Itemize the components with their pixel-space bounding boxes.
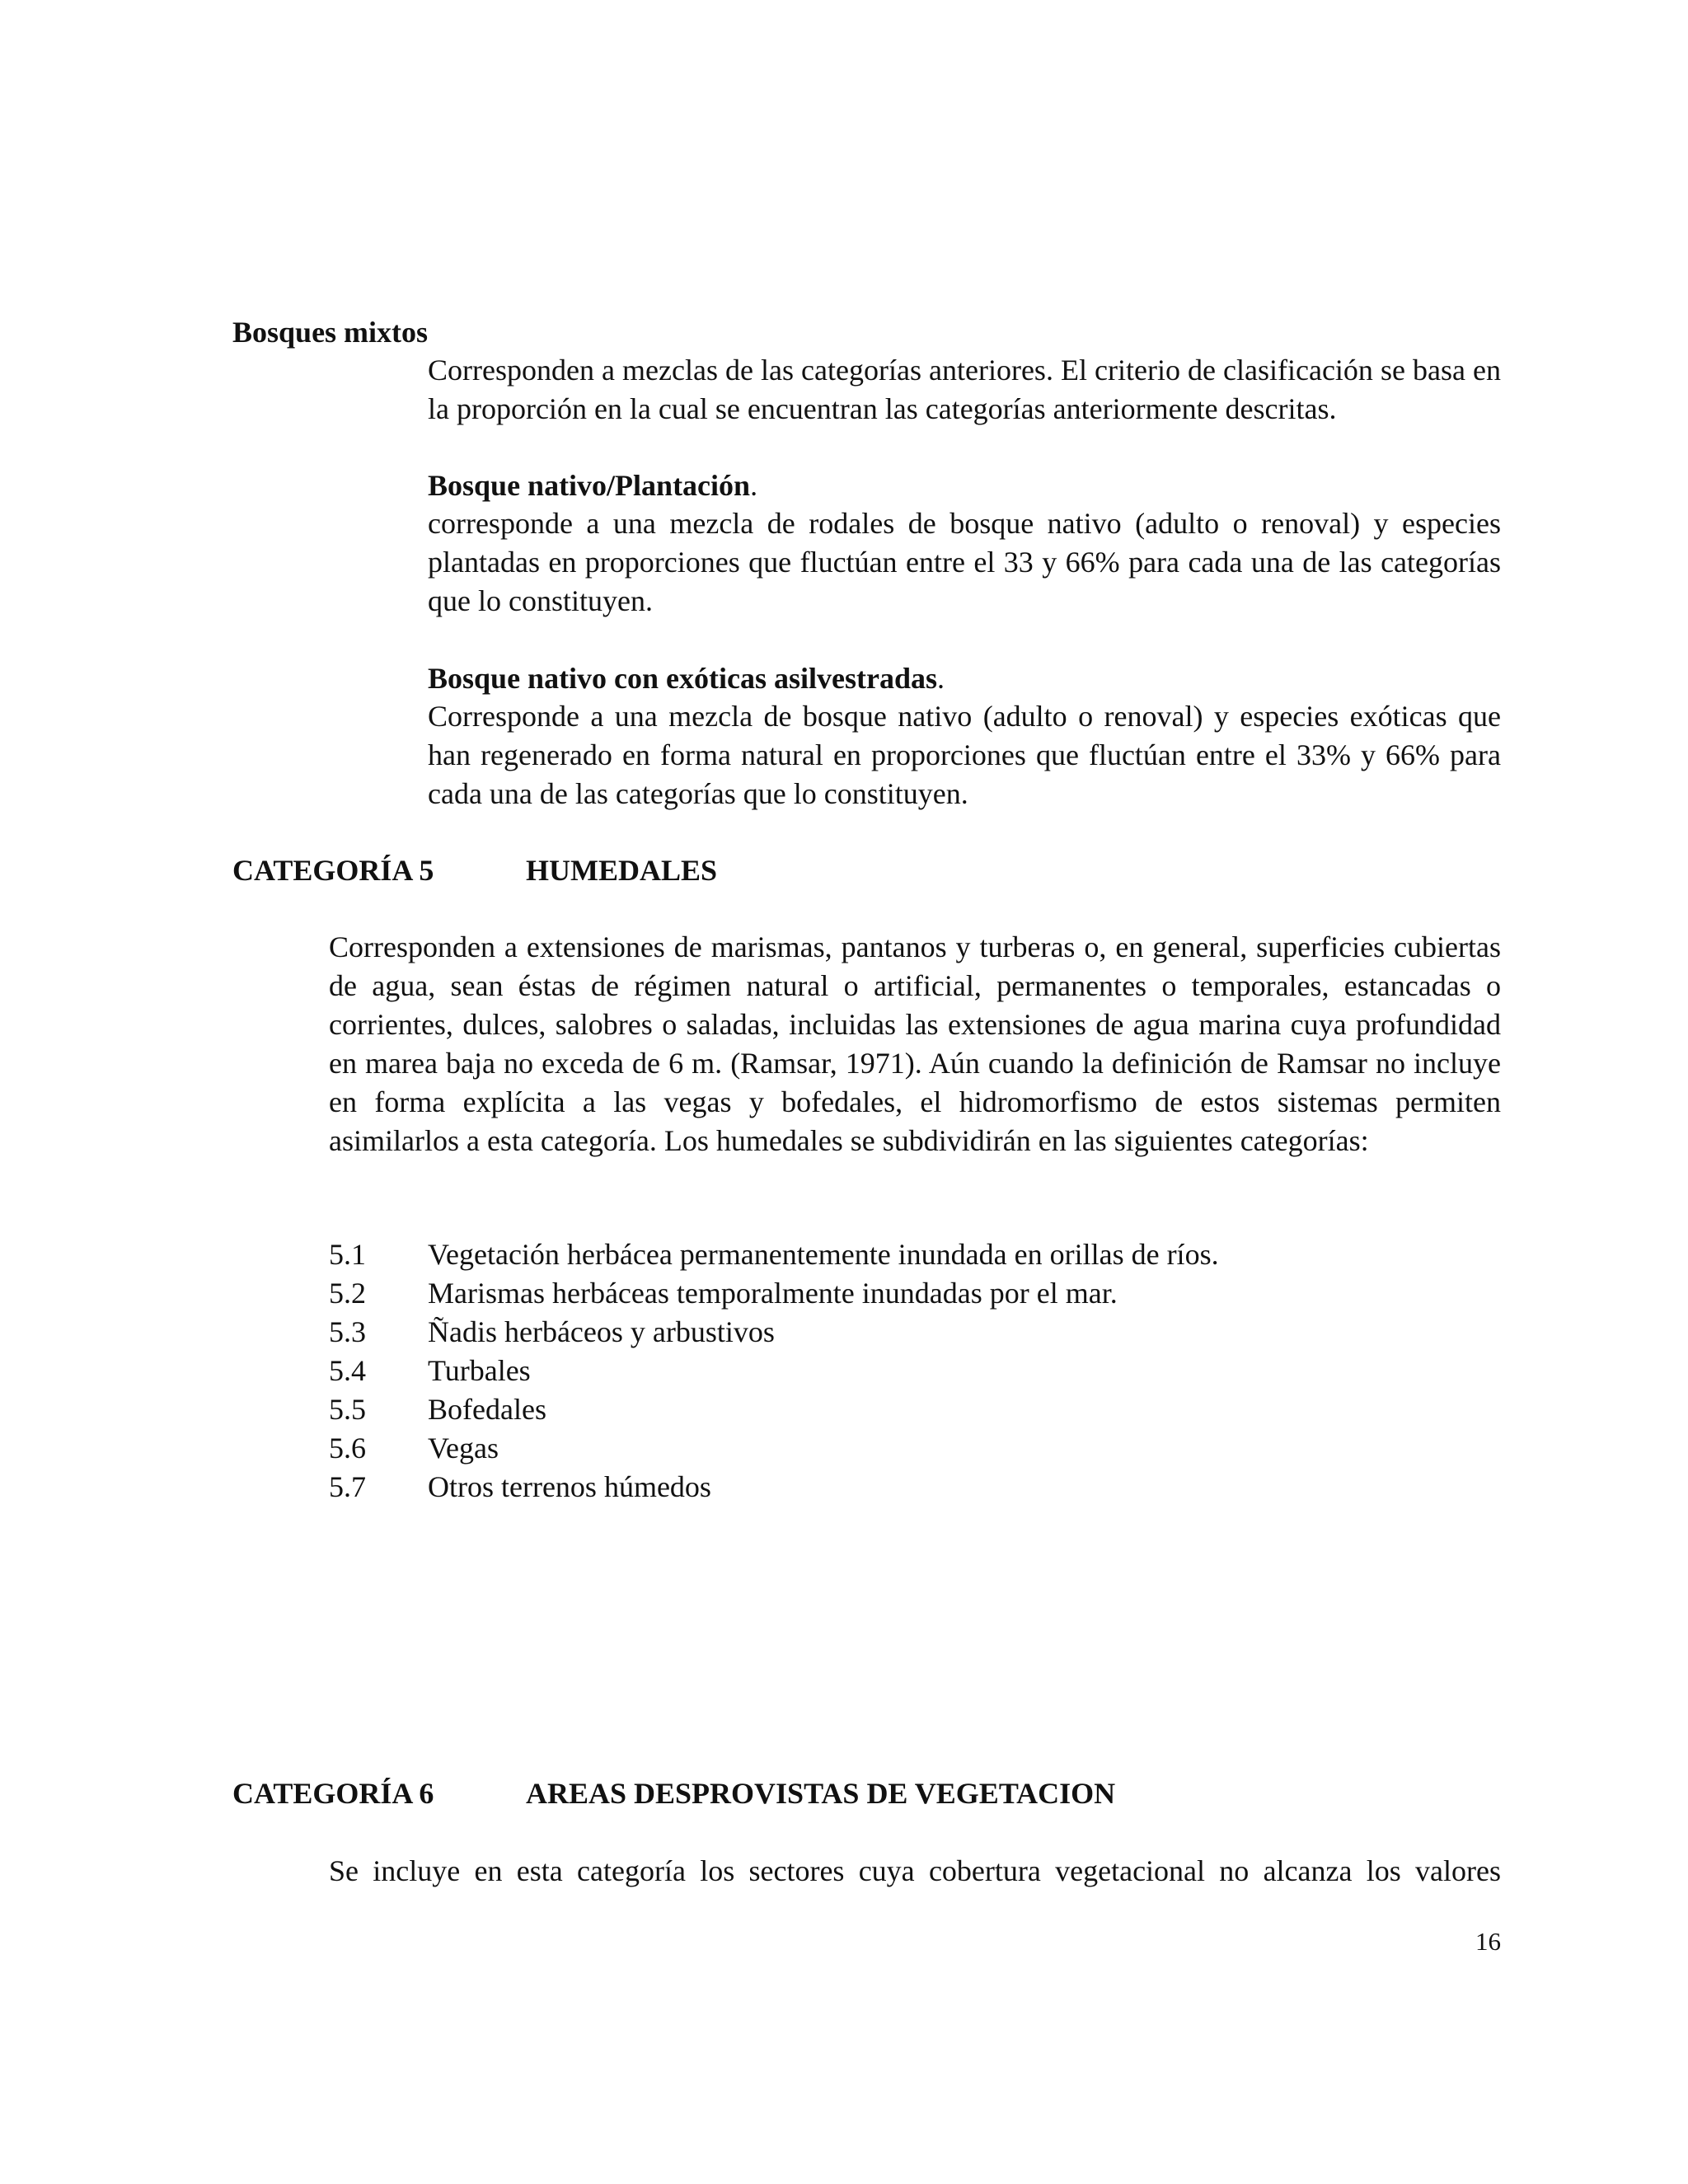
- category-heading-5: [232, 851, 717, 890]
- subsection-title-suffix: .: [750, 469, 758, 502]
- list-item: [329, 1313, 1501, 1352]
- paragraph-bosques-mixtos: Corresponden a mezclas de las categorías anteriores. El criterio de clasificación se basa en la proporción en la cual se encuentran las categorías anteriormente descritas.: [428, 354, 1501, 425]
- category-title: AREAS DESPROVISTAS DE VEGETACION: [526, 1777, 1116, 1810]
- paragraph-areas-desprovistas: Se incluye en esta categoría los sectores cuya cobertura vegetacional no alcanza los valores: [329, 1854, 1501, 1887]
- page-number: 16: [1475, 1927, 1501, 1956]
- list-item-number: 5.4: [329, 1354, 366, 1387]
- category-number: CATEGORÍA 6: [232, 1777, 434, 1810]
- list-item-number: 5.2: [329, 1277, 366, 1310]
- category-heading-6: [232, 1774, 1115, 1813]
- paragraph-nativo-exoticas: Corresponde a una mezcla de bosque nativo (adulto o renoval) y especies exóticas que han regenerado en forma natural en proporciones que fluctúan entre el 33% y 66% para cada una de las categorías que lo constituyen.: [428, 700, 1501, 810]
- paragraph-nativo-plantacion: corresponde a una mezcla de rodales de bosque nativo (adulto o renoval) y especies plantadas en proporciones que fluctúan entre el 33 y 66% para cada una de las categorías que lo constituyen.: [428, 507, 1501, 617]
- subsection-title-suffix: .: [937, 662, 945, 695]
- list-item-text: Bofedales: [428, 1393, 546, 1426]
- list-item-text: Vegetación herbácea permanentemente inundada en orillas de ríos.: [428, 1238, 1219, 1271]
- list-item-text: Ñadis herbáceos y arbustivos: [428, 1315, 775, 1348]
- humedales-subcategory-list: [329, 1235, 1501, 1507]
- list-item-number: 5.3: [329, 1315, 366, 1348]
- list-item: [329, 1468, 1501, 1507]
- subsection-title: Bosque nativo con exóticas asilvestradas: [428, 662, 938, 695]
- section-heading-bosques-mixtos: Bosques mixtos: [232, 316, 429, 349]
- category-number: CATEGORÍA 5: [232, 854, 434, 887]
- list-item: [329, 1390, 1501, 1429]
- list-item-number: 5.6: [329, 1432, 366, 1465]
- list-item-number: 5.1: [329, 1238, 366, 1271]
- list-item: [329, 1235, 1501, 1274]
- subsection-title: Bosque nativo/Plantación: [428, 469, 751, 502]
- list-item: [329, 1352, 1501, 1390]
- paragraph-humedales: Corresponden a extensiones de marismas, pantanos y turberas o, en general, superficies cubiertas de agua, sean éstas de régimen natural o artificial, permanentes o temporales, estancadas o corrientes, dulces, salobres o saladas, incluidas las extensiones de agua marina cuya profundidad en marea baja no exceda de 6 m. (Ramsar, 1971). Aún cuando la definición de Ramsar no incluye en forma explícita a las vegas y bofedales, el hidromorfismo de estos sistemas permiten asimilarlos a esta categoría. Los humedales se subdividirán en las siguientes categorías:: [329, 930, 1501, 1157]
- subsection-heading-nativo-exoticas: [428, 659, 1501, 698]
- list-item: [329, 1274, 1501, 1313]
- list-item-text: Vegas: [428, 1432, 499, 1465]
- list-item: [329, 1429, 1501, 1468]
- list-item-number: 5.7: [329, 1470, 366, 1503]
- list-item-text: Otros terrenos húmedos: [428, 1470, 711, 1503]
- category-title: HUMEDALES: [526, 854, 718, 887]
- list-item-number: 5.5: [329, 1393, 366, 1426]
- subsection-heading-nativo-plantacion: [428, 466, 1501, 505]
- list-item-text: Turbales: [428, 1354, 531, 1387]
- list-item-text: Marismas herbáceas temporalmente inundadas por el mar.: [428, 1277, 1118, 1310]
